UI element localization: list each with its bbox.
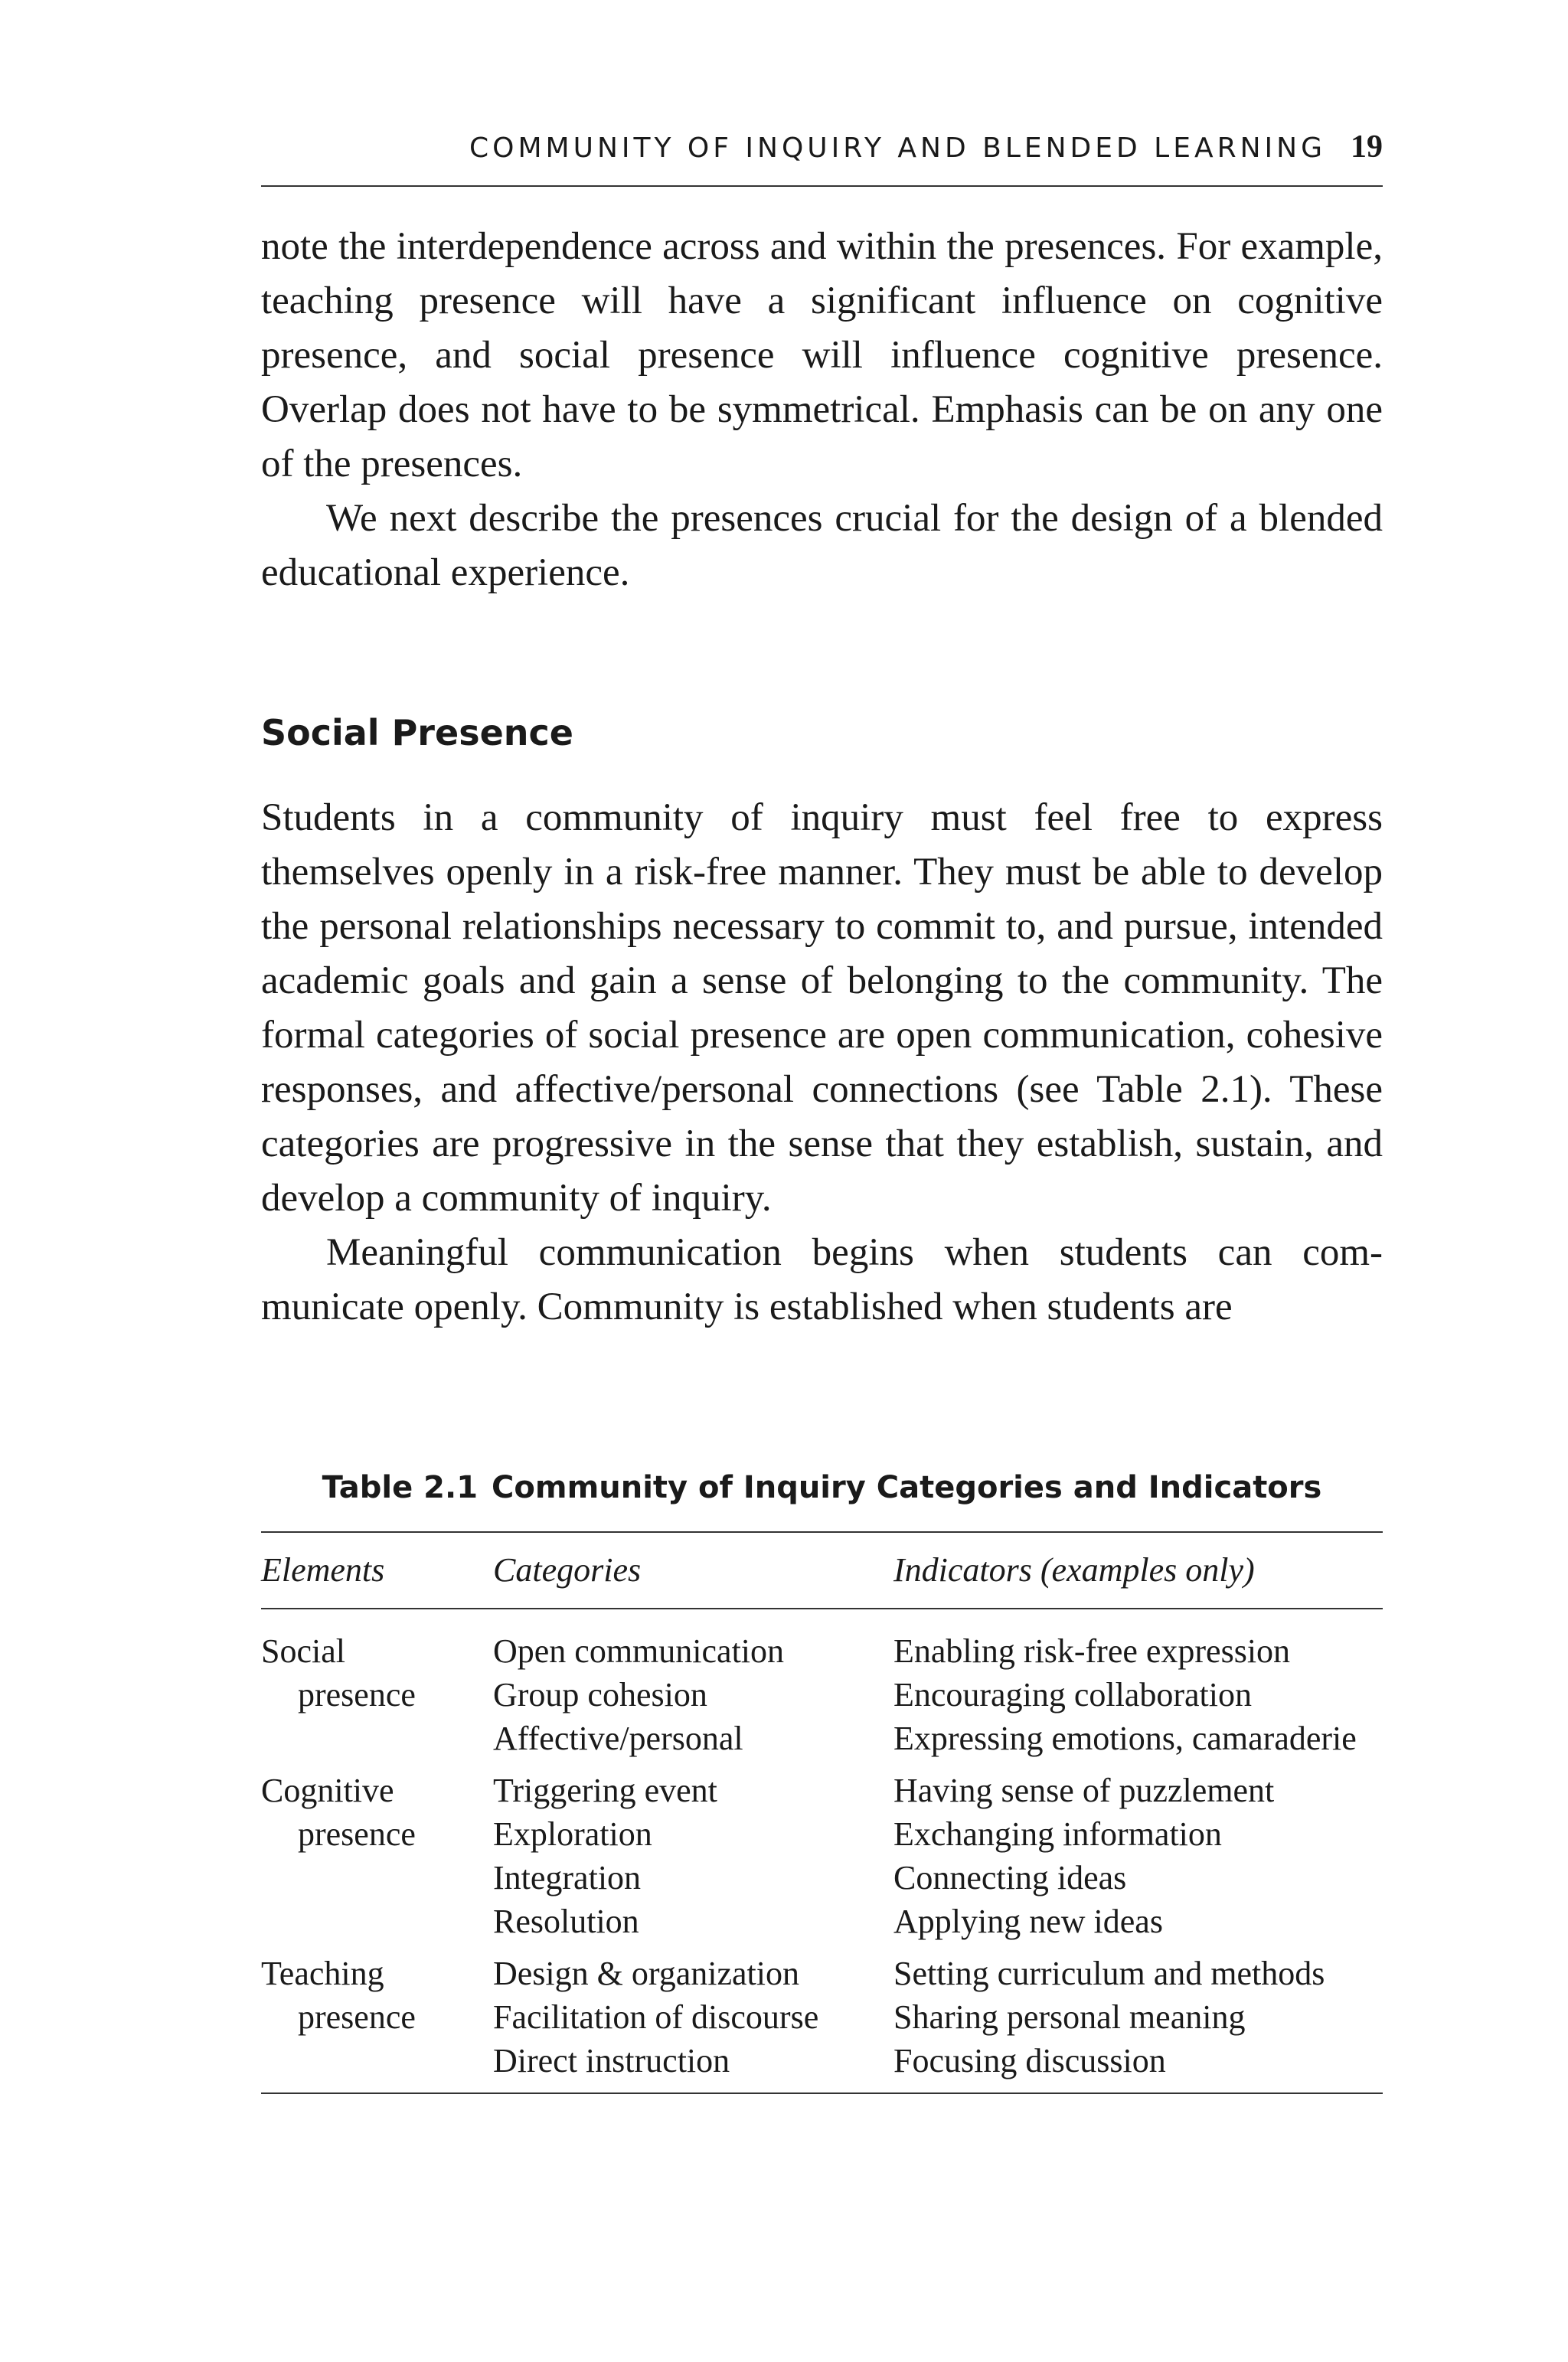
element-name-cont: presence — [298, 1998, 416, 2036]
category-item: Resolution — [493, 1903, 639, 1940]
table-number: Table 2.1 — [322, 1470, 479, 1505]
categories-cell — [493, 1952, 818, 2083]
categories-cell — [493, 1629, 784, 1760]
indicators-cell — [893, 1769, 1274, 1943]
indicators-cell — [893, 1952, 1325, 2083]
element-name: Social — [261, 1632, 345, 1670]
table-top-rule — [261, 1531, 1383, 1533]
indicator-item: Setting curriculum and methods — [893, 1955, 1325, 1992]
indicator-item: Expressing emotions, camaraderie — [893, 1720, 1357, 1757]
book-page — [261, 0, 1383, 2362]
category-item: Group cohesion — [493, 1676, 707, 1714]
category-item: Direct instruction — [493, 2042, 730, 2079]
section-paragraph-2: Meaningful communication begins when students can communicate openly. Community is established when students are — [261, 1231, 1383, 1328]
element-cell — [261, 1629, 416, 1717]
categories-cell — [493, 1769, 717, 1943]
element-cell — [261, 1952, 416, 2039]
column-header-elements: Elements — [261, 1551, 385, 1589]
section-heading: Social Presence — [261, 712, 573, 753]
indicator-item: Sharing personal meaning — [893, 1998, 1246, 2036]
element-name-cont: presence — [298, 1676, 416, 1714]
page-number: 19 — [1351, 129, 1383, 165]
table-bottom-rule — [261, 2092, 1383, 2094]
indicators-cell — [893, 1629, 1357, 1760]
intro-paragraph-1: note the interdependence across and within the presences. For example, teaching presence will have a significant influence on cognitive presence, and social presence will influence cognitive presence. Overlap does not have to be symmetrical. Emphasis can be on any one of the presences. — [261, 225, 1383, 485]
running-head-title: COMMUNITY OF INQUIRY AND BLENDED LEARNING — [469, 132, 1326, 164]
category-item: Design & organization — [493, 1955, 799, 1992]
category-item: Triggering event — [493, 1772, 717, 1809]
indicator-item: Focusing discussion — [893, 2042, 1166, 2079]
section-text — [261, 791, 1383, 1335]
category-item: Open communication — [493, 1632, 785, 1670]
column-header-categories: Categories — [493, 1551, 642, 1589]
section-paragraph-1: Students in a community of inquiry must feel free to express themselves openly in a risk-free manner. They must be able to develop the personal relationships necessary to commit to, and pursue, intended academic goals and gain a sense of belonging to the community. The formal categories of social presence are open communication, cohesive responses, and affective/personal connections (see Table 2.1). These categories are progressive in the sense that they establish, sustain, and develop a community of inquiry. — [261, 796, 1383, 1220]
column-header-indicators: Indicators (examples only) — [893, 1551, 1255, 1589]
intro-paragraph-2: We next describe the presences crucial for the design of a blended educational experience. — [261, 497, 1383, 594]
element-name: Teaching — [261, 1955, 384, 1992]
category-item: Integration — [493, 1859, 642, 1896]
intro-text — [261, 220, 1383, 600]
indicator-item: Connecting ideas — [893, 1859, 1127, 1896]
indicator-item: Having sense of puzzlement — [893, 1772, 1275, 1809]
indicator-item: Applying new ideas — [893, 1903, 1163, 1940]
indicator-item: Exchanging information — [893, 1815, 1222, 1853]
table-caption — [261, 1466, 1383, 1509]
table-title: Community of Inquiry Categories and Indicators — [492, 1470, 1322, 1505]
category-item: Affective/personal — [493, 1720, 743, 1757]
table-header-rule — [261, 1608, 1383, 1609]
element-name-cont: presence — [298, 1815, 416, 1853]
header-rule — [261, 185, 1383, 187]
element-name: Cognitive — [261, 1772, 394, 1809]
category-item: Exploration — [493, 1815, 652, 1853]
indicator-item: Encouraging collaboration — [893, 1676, 1252, 1714]
indicator-item: Enabling risk-free expression — [893, 1632, 1291, 1670]
running-head — [261, 129, 1383, 165]
category-item: Facilitation of discourse — [493, 1998, 819, 2036]
element-cell — [261, 1769, 416, 1856]
